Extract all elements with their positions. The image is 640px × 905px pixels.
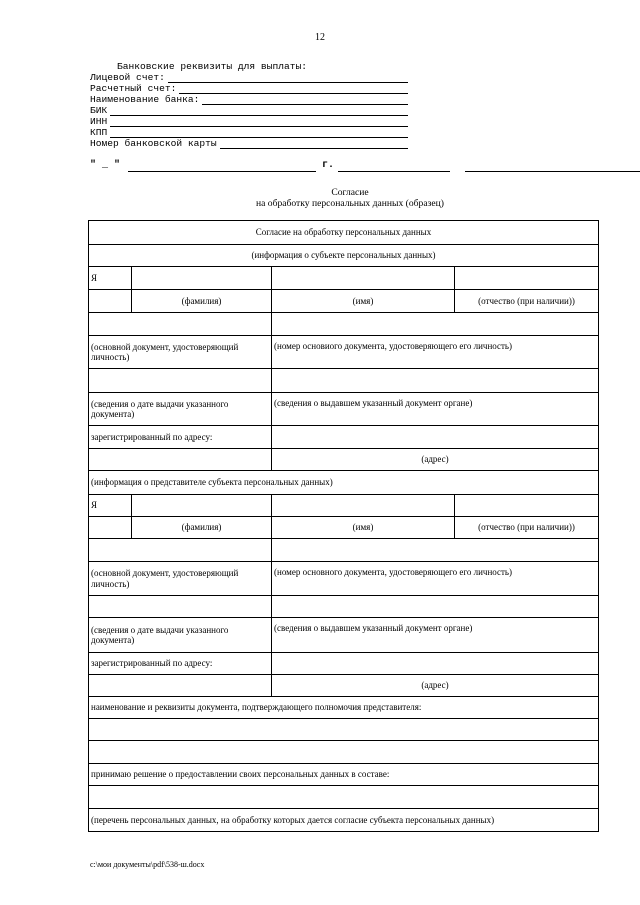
heading-line-2: на обработку персональных данных (образец) xyxy=(255,198,444,209)
rep-patronymic-label: (отчество (при наличии)) xyxy=(454,517,598,538)
subject-info-label: (информация о субъекте персональных данных) xyxy=(251,250,436,261)
rep-surname-label: (фамилия) xyxy=(131,517,271,538)
representative-info-row xyxy=(89,471,598,495)
rep-registration-row xyxy=(89,653,598,675)
data-list-label: (перечень персональных данных, на обработку которых дается согласие субъекта персональных данных) xyxy=(91,814,495,825)
address-input-extra[interactable] xyxy=(89,449,271,470)
heading-line-1: Согласие xyxy=(331,187,369,198)
issuer-input[interactable] xyxy=(271,369,598,392)
page-number: 12 xyxy=(315,32,325,43)
date-quotes: " _ " xyxy=(90,160,121,171)
registered-label: зарегистрированный по адресу: xyxy=(91,431,213,442)
name-label: (имя) xyxy=(271,290,454,312)
bank-details-title: Банковские реквизиты для выплаты: xyxy=(117,61,307,72)
rep-issuer-input[interactable] xyxy=(271,596,598,617)
form-title-row xyxy=(89,221,598,245)
signature-line xyxy=(90,160,610,174)
authority-doc-input-row-1 xyxy=(89,719,598,741)
issue-date-input[interactable] xyxy=(89,369,271,392)
rep-document-input-row xyxy=(89,539,598,562)
rep-name-input-row xyxy=(89,495,598,517)
rep-issue-labels-row xyxy=(89,618,598,653)
consent-heading xyxy=(0,187,640,209)
address-input[interactable] xyxy=(271,426,598,448)
rep-name-labels-row xyxy=(89,517,598,539)
subject-document-input-row xyxy=(89,313,598,336)
year-blank[interactable] xyxy=(338,171,450,172)
rep-registered-label: зарегистрированный по адресу: xyxy=(91,658,213,669)
subject-name-labels-row xyxy=(89,290,598,313)
data-list-input[interactable] xyxy=(89,786,598,808)
document-number-label: (номер основиого документа, удостоверяющего его личность) xyxy=(271,336,598,368)
issue-date-label: (сведения о дате выдачи указанного документа) xyxy=(91,398,229,419)
rep-surname-input[interactable] xyxy=(131,495,271,516)
surname-input[interactable] xyxy=(131,267,271,289)
rep-patronymic-input[interactable] xyxy=(454,495,598,516)
decision-row xyxy=(89,764,598,786)
bik-field[interactable]: БИК xyxy=(90,105,408,116)
subject-info-row xyxy=(89,245,598,267)
rep-name-label: (имя) xyxy=(271,517,454,538)
document-type-label: (основной документ, удостоверяющий личность) xyxy=(91,341,239,362)
rep-issue-date-label: (сведения о дате выдачи указанного документа) xyxy=(91,624,229,645)
rep-issuer-label: (сведения о выдавшем указанный документ органе) xyxy=(271,618,598,652)
data-list-input-row xyxy=(89,786,598,809)
surname-label: (фамилия) xyxy=(131,290,271,312)
date-blank[interactable] xyxy=(128,171,316,172)
patronymic-input[interactable] xyxy=(454,267,598,289)
rep-address-label: (адрес) xyxy=(271,675,598,696)
rep-name-input[interactable] xyxy=(271,495,454,516)
subject-address-row xyxy=(89,449,598,471)
address-label: (адрес) xyxy=(271,449,598,470)
rep-document-type-input[interactable] xyxy=(89,539,271,561)
authority-doc-input-row-2 xyxy=(89,741,598,764)
rep-document-number-label: (номер основного документа, удостоверяющего его личность) xyxy=(271,562,598,595)
authority-doc-input-2[interactable] xyxy=(89,741,598,763)
account-field[interactable]: Лицевой счет: xyxy=(90,72,408,83)
settlement-account-field[interactable]: Расчетный счет: xyxy=(90,83,408,94)
data-list-label-row xyxy=(89,809,598,831)
consent-form-table xyxy=(88,220,599,832)
year-label: г. xyxy=(322,160,335,171)
rep-address-input[interactable] xyxy=(271,653,598,674)
authority-doc-label: наименование и реквизиты документа, подтверждающего полномочия представителя: xyxy=(91,702,422,713)
rep-document-number-input[interactable] xyxy=(271,539,598,561)
rep-document-labels-row xyxy=(89,562,598,596)
subject-issue-labels-row xyxy=(89,393,598,426)
ya-label: Я xyxy=(91,272,98,283)
rep-document-type-label: (основной документ, удостоверяющий личность) xyxy=(91,568,239,589)
document-number-input[interactable] xyxy=(271,313,598,335)
patronymic-label: (отчество (при наличии)) xyxy=(454,290,598,312)
authority-doc-row xyxy=(89,697,598,719)
rep-ya-label: Я xyxy=(91,500,98,511)
authority-doc-input-1[interactable] xyxy=(89,719,598,740)
document-type-input[interactable] xyxy=(89,313,271,335)
decision-label: принимаю решение о предоставлении своих персональных данных в составе: xyxy=(91,769,390,780)
rep-address-input-extra[interactable] xyxy=(89,675,271,696)
form-title: Согласие на обработку персональных данных xyxy=(255,227,432,238)
inn-field[interactable]: ИНН xyxy=(90,116,408,127)
rep-issue-date-input[interactable] xyxy=(89,596,271,617)
bank-name-field[interactable]: Наименование банка: xyxy=(90,94,408,105)
representative-info-label: (информация о представителе субъекта персональных данных) xyxy=(91,477,333,488)
name-input[interactable] xyxy=(271,267,454,289)
kpp-field[interactable]: КПП xyxy=(90,127,408,138)
subject-registration-row xyxy=(89,426,598,449)
card-number-field[interactable]: Номер банковской карты xyxy=(90,138,408,149)
rep-issue-input-row xyxy=(89,596,598,618)
signature-blank[interactable] xyxy=(465,171,640,172)
rep-address-row xyxy=(89,675,598,697)
subject-issue-input-row xyxy=(89,369,598,393)
bank-details xyxy=(90,61,408,149)
issuer-label: (сведения о выдавшем указанный документ органе) xyxy=(271,393,598,425)
subject-name-input-row xyxy=(89,267,598,290)
file-path-footer: c:\мои документы\pdf\538-ш.docx xyxy=(90,860,205,869)
subject-document-labels-row xyxy=(89,336,598,369)
